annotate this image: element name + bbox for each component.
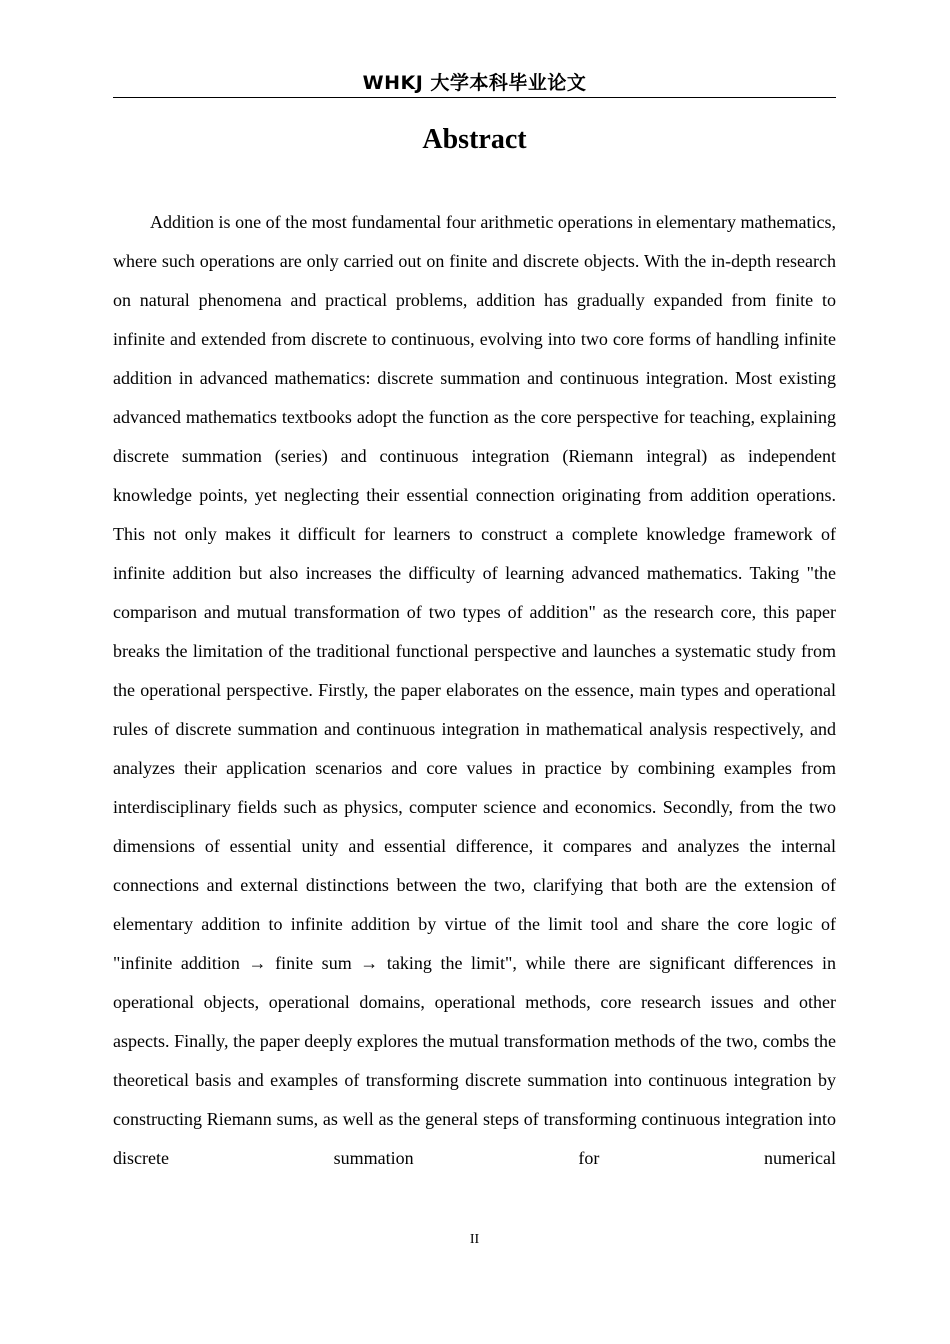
abstract-body: Addition is one of the most fundamental four arithmetic operations in elementary mathematics, where such operations are only carried out on finite and discrete objects. With the in-depth research on natural phenomena and practical problems, addition has gradually expanded from finite to infinite and extended from discrete to continuous, evolving into two core forms of handling infinite addition in advanced mathematics: discrete summation and continuous integration. Most existing advanced mathematics textbooks adopt the function as the core perspective for teaching, explaining discrete summation (series) and continuous integration (Riemann integral) as independent knowledge points, yet neglecting their essential connection originating from addition operations. This not only makes it difficult for learners to construct a complete knowledge framework of infinite addition but also increases the difficulty of learning advanced mathematics. Taking "the comparison and mutual transformation of two types of addition" as the research core, this paper breaks the limitation of the traditional functional perspective and launches a systematic study from the operational perspective. Firstly, the paper elaborates on the essence, main types and operational rules of discrete summation and continuous integration in mathematical analysis respectively, and analyzes their application scenarios and core values in practice by combining examples from interdisciplinary fields such as physics, computer science and economics. Secondly, from the two dimensions of essential unity and essential difference, it compares and analyzes the internal connections and external distinctions between the two, clarifying that both are the extension of elementary addition to infinite addition by virtue of the limit tool and share the core logic of "infinite addition → finite sum → taking the limit", while there are significant differences in operational objects, operational domains, operational methods, core research issues and other aspects. Finally, the paper deeply explores the mutual transformation methods of the two, combs the theoretical basis and examples of transforming discrete summation into continuous integration by constructing Riemann sums, as well as the general steps of transforming continuous integration into discrete summation for numerical bbox=[113, 212, 836, 1168]
abstract-title: Abstract bbox=[422, 124, 527, 155]
page-number: II bbox=[469, 1232, 480, 1247]
running-header: WHKJ 大学本科毕业论文 bbox=[113, 70, 836, 98]
